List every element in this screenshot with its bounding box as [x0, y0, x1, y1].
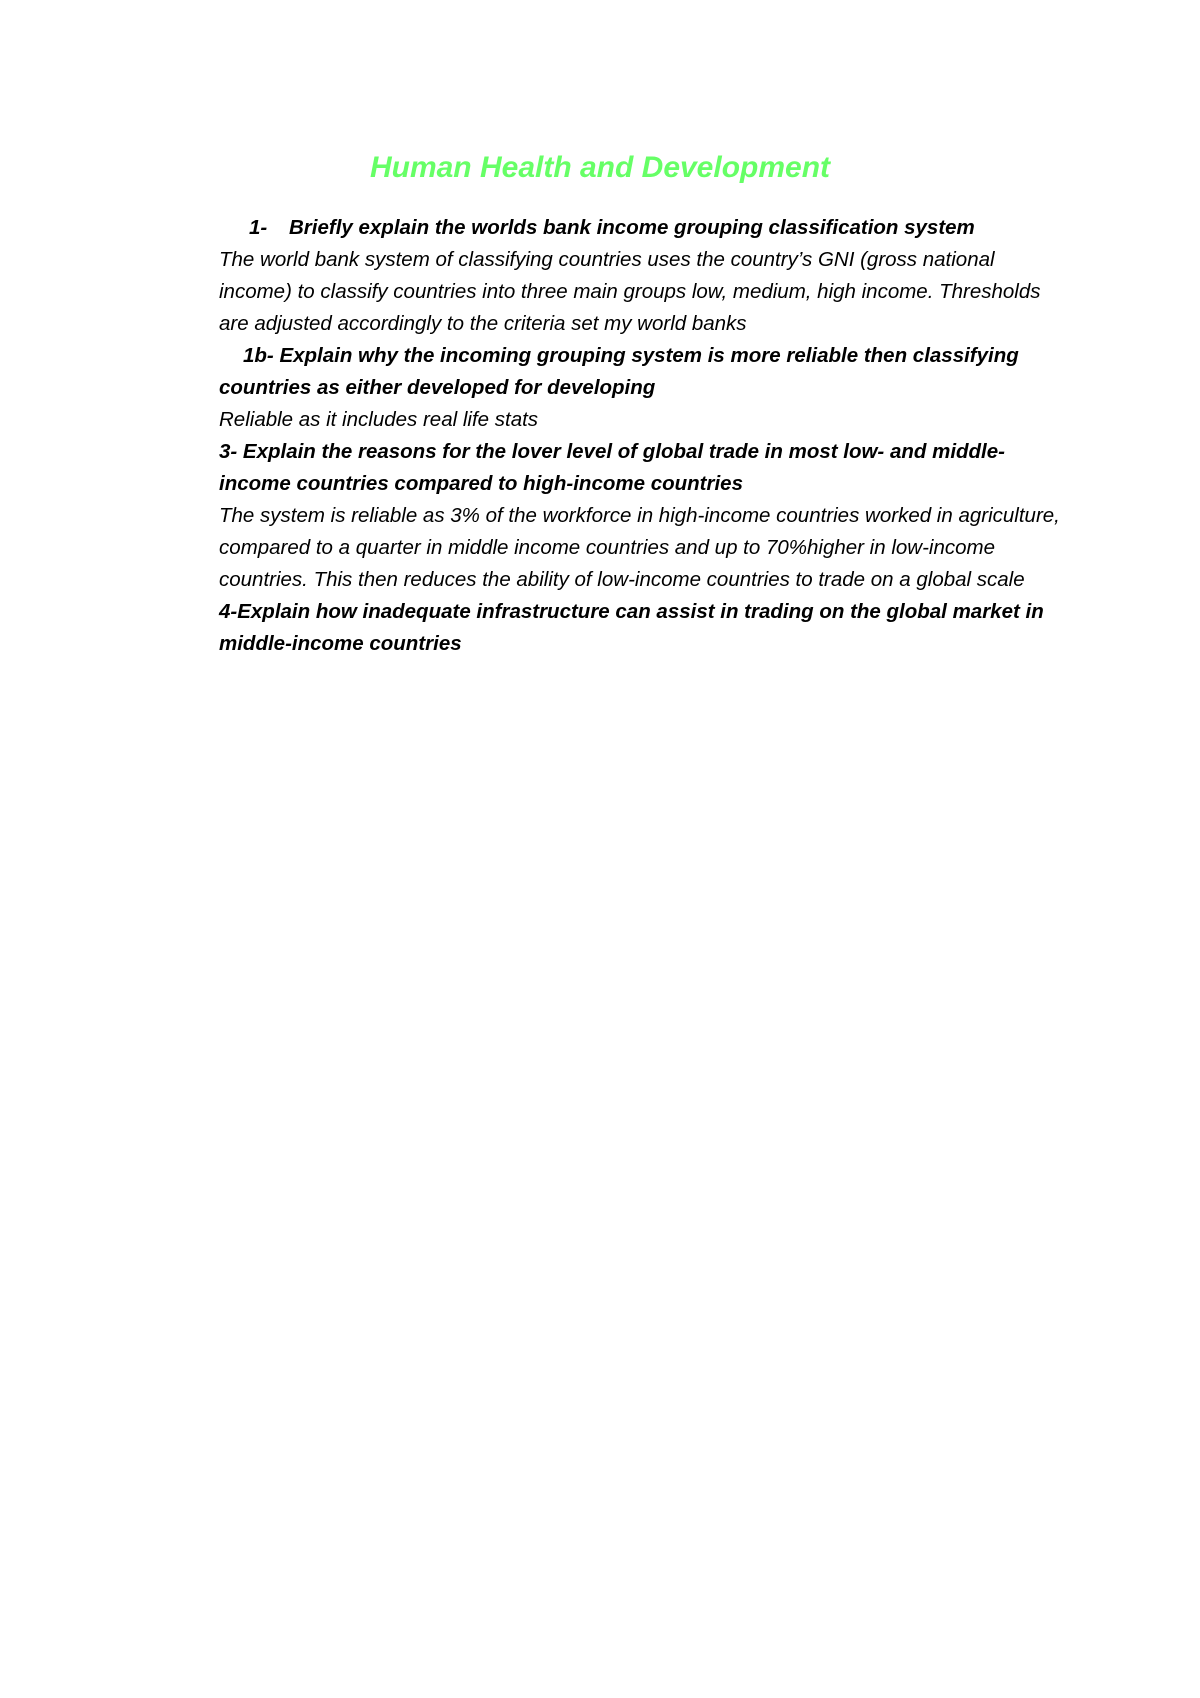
question-4: 4-Explain how inadequate infrastructure can assist in trading on the global market in middle-income countries — [219, 600, 1044, 655]
answer-3: The system is reliable as 3% of the workforce in high-income countries worked in agriculture, compared to a quarter in middle income countries and up to 70%higher in low-income countries. This then reduces the ability of low-income countries to trade on a global scale — [219, 504, 1060, 591]
question-1-text: Briefly explain the worlds bank income grouping classification system — [289, 216, 975, 239]
question-1b: 1b- Explain why the incoming grouping system is more reliable then classifying countries as either developed for developing — [219, 344, 1019, 399]
answer-1: The world bank system of classifying countries uses the country’s GNI (gross national income) to classify countries into three main groups low, medium, high income. Thresholds are adjusted accordingly to the criteria set my world banks — [219, 248, 1041, 335]
question-3: 3- Explain the reasons for the lover level of global trade in most low- and middle-income countries compared to high-income countries — [219, 440, 1005, 495]
question-1 — [219, 212, 1069, 244]
document-title: Human Health and Development — [369, 151, 831, 184]
document-body — [219, 212, 1069, 660]
question-1-number: 1- — [249, 216, 268, 239]
answer-1b: Reliable as it includes real life stats — [219, 408, 539, 431]
